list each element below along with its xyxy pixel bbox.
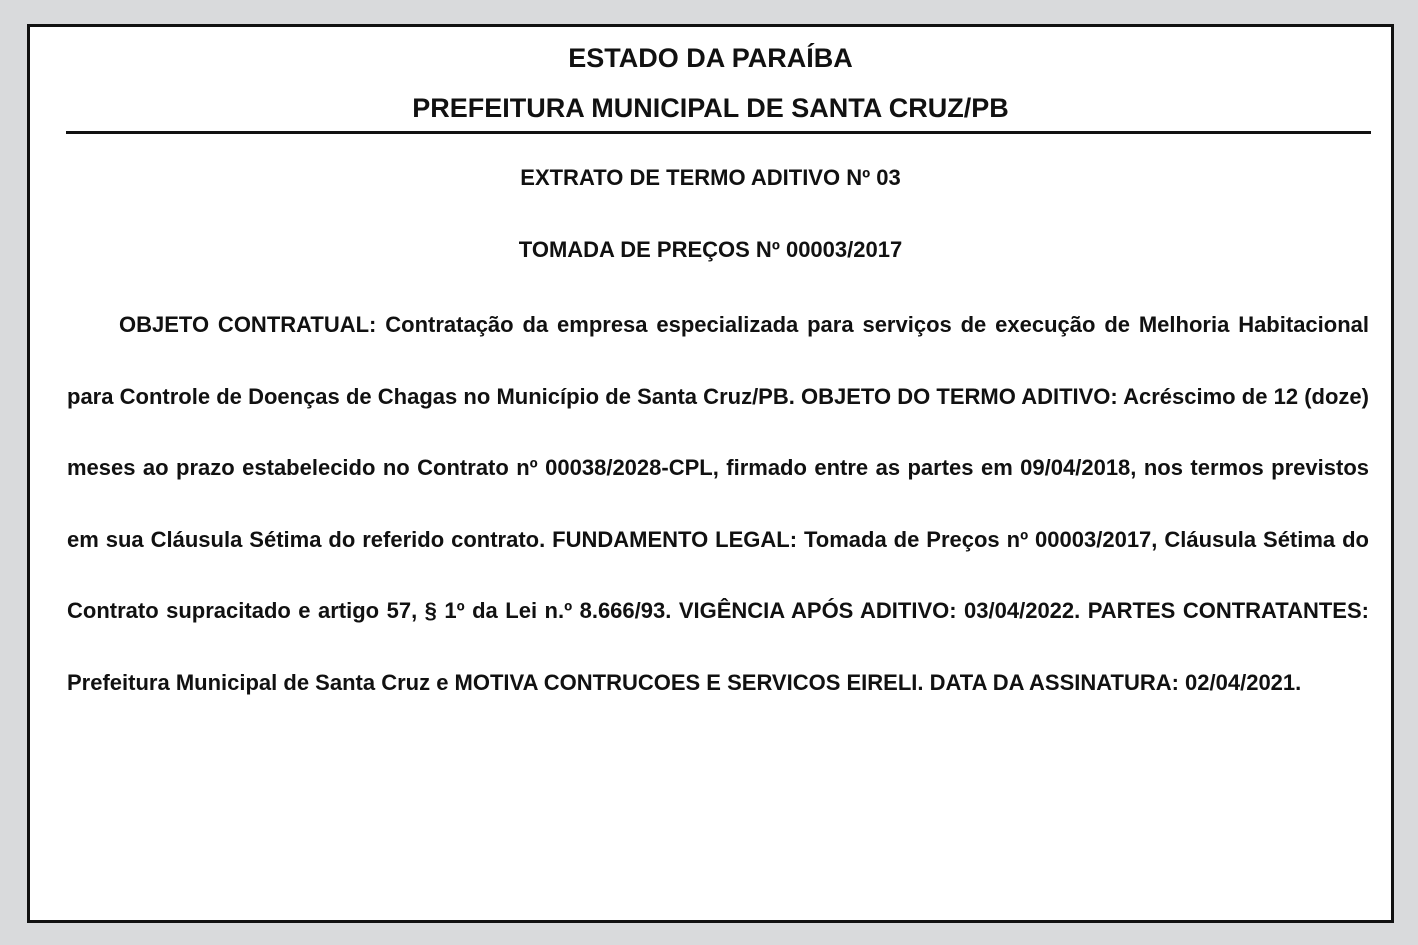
notice-frame	[27, 24, 1394, 923]
municipality-heading: PREFEITURA MUNICIPAL DE SANTA CRUZ/PB	[412, 93, 1009, 123]
procurement-reference: TOMADA DE PREÇOS Nº 00003/2017	[518, 237, 903, 262]
header-divider	[66, 131, 1371, 134]
notice-body: OBJETO CONTRATUAL: Contratação da empresa especializada para serviços de execução de Melhoria Habitacional para Controle de Doenças de Chagas no Município de Santa Cruz/PB. OBJETO DO TERMO ADITIVO: Acréscimo de 12 (doze) meses ao prazo estabelecido no Contrato nº 00038/2028-CPL, firmado entre as partes em 09/04/2018, nos termos previstos em sua Cláusula Sétima do referido contrato. FUNDAMENTO LEGAL: Tomada de Preços nº 00003/2017, Cláusula Sétima do Contrato supracitado e artigo 57, § 1º da Lei n.º 8.666/93. VIGÊNCIA APÓS ADITIVO: 03/04/2022. PARTES CONTRATANTES: Prefeitura Municipal de Santa Cruz e MOTIVA CONTRUCOES E SERVICOS EIRELI. DATA DA ASSINATURA: 02/04/2021.	[67, 312, 1369, 695]
document-title: EXTRATO DE TERMO ADITIVO Nº 03	[520, 165, 901, 190]
state-heading: ESTADO DA PARAÍBA	[568, 43, 853, 73]
